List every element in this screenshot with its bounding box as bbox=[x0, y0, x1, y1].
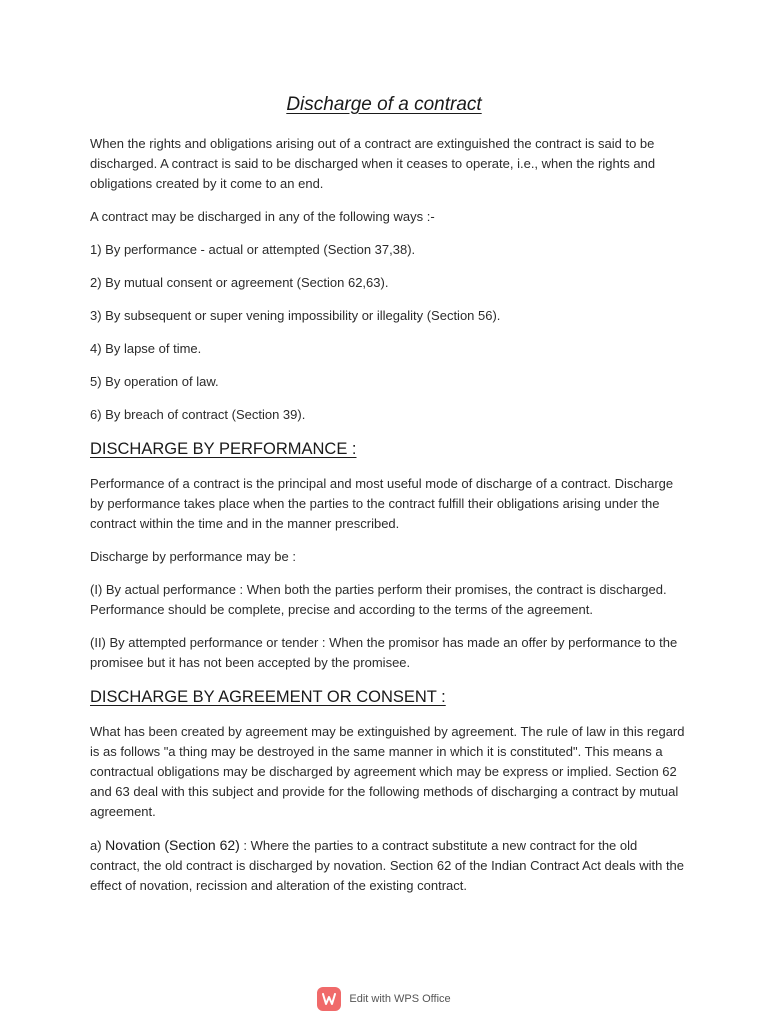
intro-paragraph: When the rights and obligations arising out of a contract are extinguished the contract is said to be discharged. A contract is said to be discharged when it ceases to operate, i.e., when the rights and obligations created by it come to an end. bbox=[90, 136, 656, 191]
list-item: 4) By lapse of time. bbox=[90, 341, 202, 356]
novation-paragraph bbox=[90, 835, 690, 896]
section-heading-agreement: DISCHARGE BY AGREEMENT OR CONSENT : bbox=[90, 688, 446, 706]
list-item: 6) By breach of contract (Section 39). bbox=[90, 407, 306, 422]
list-item: 2) By mutual consent or agreement (Section 62,63). bbox=[90, 275, 389, 290]
list-item: 3) By subsequent or super vening impossibility or illegality (Section 56). bbox=[90, 308, 501, 323]
agreement-paragraph: What has been created by agreement may be extinguished by agreement. The rule of law in this regard is as follows "a thing may be destroyed in the same manner in which it is constituted". This means a contractual obligations may be discharged by agreement which may be express or implied. Section 62 and 63 deal with this subject and provide for the following methods of discharging a contract by mutual agreement. bbox=[90, 724, 685, 819]
novation-label: Novation (Section 62) bbox=[105, 837, 240, 853]
novation-text: : Where the parties to a contract substitute a new contract for the old contract, the old contract is discharged by novation. Section 62 of the Indian Contract Act deals with the effect of novation, recission and alteration of the existing contract. bbox=[90, 838, 685, 893]
section-heading-performance: DISCHARGE BY PERFORMANCE : bbox=[90, 440, 357, 458]
list-item: 1) By performance - actual or attempted (Section 37,38). bbox=[90, 242, 416, 257]
list-item: 5) By operation of law. bbox=[90, 374, 219, 389]
ways-intro: A contract may be discharged in any of the following ways :- bbox=[90, 209, 435, 224]
novation-prefix: a) bbox=[90, 838, 106, 853]
actual-performance-paragraph: (I) By actual performance : When both the parties perform their promises, the contract is discharged. Performance should be complete, precise and according to the terms of the agreement. bbox=[90, 582, 667, 617]
performance-paragraph: Performance of a contract is the principal and most useful mode of discharge of a contract. Discharge by performance takes place when the parties to the contract fulfill their obligations arising under the contract within the time and in the manner prescribed. bbox=[90, 476, 674, 531]
footer-text: Edit with WPS Office bbox=[349, 993, 451, 1005]
attempted-performance-paragraph: (II) By attempted performance or tender : When the promisor has made an offer by performance to the promisee but it has not been accepted by the promisee. bbox=[90, 635, 678, 670]
document-body bbox=[90, 134, 690, 909]
wps-logo-icon bbox=[317, 987, 341, 1011]
wps-footer[interactable] bbox=[0, 986, 768, 1012]
performance-types-intro: Discharge by performance may be : bbox=[90, 549, 296, 564]
ways-list bbox=[90, 240, 690, 425]
page-title: Discharge of a contract bbox=[286, 94, 482, 115]
